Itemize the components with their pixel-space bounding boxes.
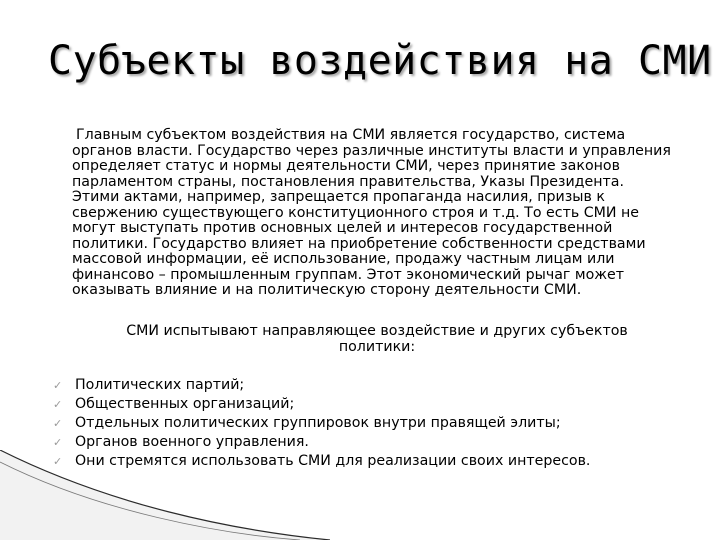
list-item-text: Органов военного управления. bbox=[75, 434, 309, 450]
subjects-intro: СМИ испытывают направляющее воздействие и других субъектов политики: bbox=[126, 323, 628, 355]
list-item-text: Политических партий; bbox=[75, 377, 245, 393]
list-item-text: Отдельных политических группировок внутри правящей элиты; bbox=[75, 415, 561, 431]
checkmark-icon: ✓ bbox=[53, 398, 63, 411]
list-item bbox=[53, 414, 673, 433]
list-item bbox=[53, 395, 673, 414]
list-item-text: Общественных организаций; bbox=[75, 396, 295, 412]
checkmark-icon: ✓ bbox=[53, 379, 63, 392]
list-item bbox=[53, 376, 673, 395]
main-paragraph: Главным субъектом воздействия на СМИ является государство, система органов власти. Государство через различные институты власти и управления определяет статус и нормы деятельности СМИ, через принятие законов парламентом страны, постановления правительства, Указы Президента. Этими актами, например, запрещается пропаганда насилия, призыв к свержению существующего конституционного строя и т.д. То есть СМИ не могут выступать против основных целей и интересов государственной политики. Государство влияет на приобретение собственности средствами массовой информации, её использование, продажу частным лицам или финансово – промышленным группам. Этот экономический рычаг может оказывать влияние и на политическую сторону деятельности СМИ. bbox=[72, 127, 671, 298]
decorative-corner-shape bbox=[0, 450, 330, 540]
checkmark-icon: ✓ bbox=[53, 436, 63, 449]
checkmark-icon: ✓ bbox=[53, 455, 63, 468]
checkmark-icon: ✓ bbox=[53, 417, 63, 430]
list-item-text: Они стремятся использовать СМИ для реализации своих интересов. bbox=[75, 453, 591, 469]
slide-title: Субъекты воздействия на СМИ bbox=[48, 38, 712, 84]
